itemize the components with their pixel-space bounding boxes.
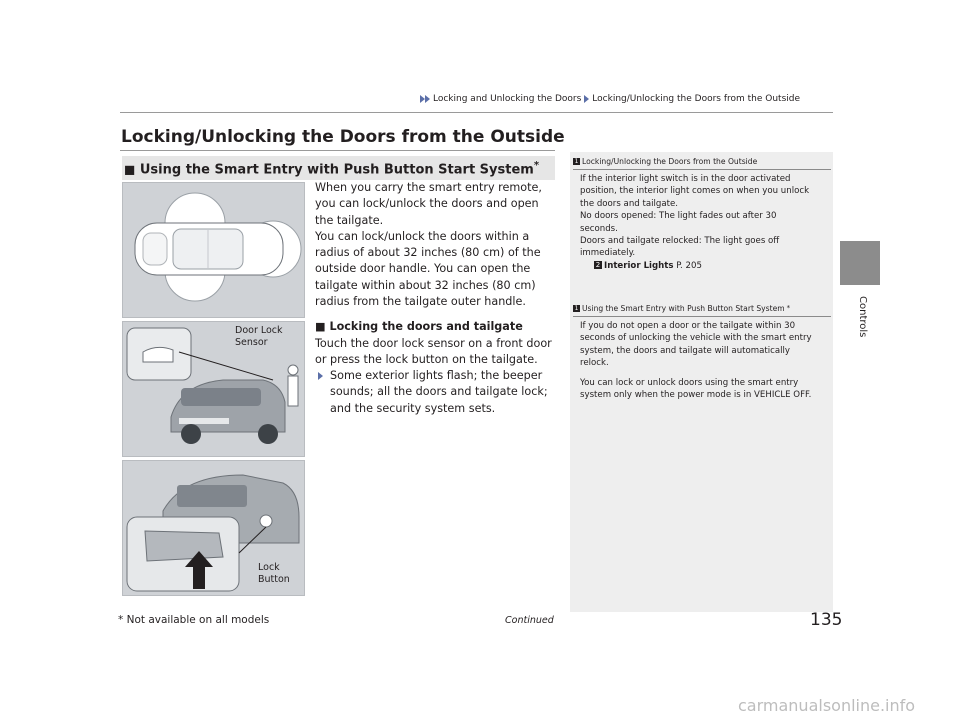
note-body: [580, 173, 830, 272]
bullet-arrow-icon: [318, 372, 323, 380]
breadcrumb-item-2: Locking/Unlocking the Doors from the Outside: [592, 94, 801, 104]
cross-reference[interactable]: [580, 260, 830, 272]
subheading-text: Locking the doors and tailgate: [329, 320, 523, 333]
note-line: seconds.: [580, 223, 618, 234]
note-divider: [573, 316, 831, 317]
page-number: 135: [810, 610, 843, 630]
note-marker-icon: 1: [574, 305, 579, 312]
body-text: [315, 180, 555, 310]
cross-reference-label[interactable]: Interior Lights: [604, 260, 674, 271]
door-lock-sensor-callout: [235, 325, 283, 348]
note-line: No doors opened: The light fades out after 30: [580, 211, 777, 222]
cross-reference-page: P. 205: [676, 260, 702, 271]
paragraph: Touch the door lock sensor on a front door or press the lock button on the tailgate.: [315, 337, 552, 367]
page-title: Locking/Unlocking the Doors from the Outside: [121, 127, 565, 147]
figure-top-view: [122, 182, 305, 318]
note-heading: [573, 157, 757, 166]
callout-line-2: Sensor: [235, 336, 268, 348]
breadcrumb-arrow-icon: [584, 95, 589, 103]
title-divider: [120, 150, 555, 151]
bullet-text: Some exterior lights flash; the beeper sounds; all the doors and tailgate lock; and the security system sets.: [330, 369, 548, 415]
callout-line-2: Button: [258, 573, 290, 585]
note-divider: [573, 169, 831, 170]
chapter-tab-label: Controls: [857, 296, 868, 338]
watermark: carmanualsonline.info: [738, 696, 916, 715]
paragraph: When you carry the smart entry remote, you can lock/unlock the doors and open the tailgate.: [315, 181, 542, 227]
note-line: the doors and tailgate.: [580, 198, 678, 209]
note-marker-icon: 1: [574, 158, 579, 165]
section-heading-text: Using the Smart Entry with Push Button Start System: [139, 162, 534, 178]
note-asterisk: *: [786, 304, 791, 312]
result-bullet: [330, 368, 550, 417]
note-title: Locking/Unlocking the Doors from the Outside: [582, 157, 758, 166]
note-line: relock.: [580, 358, 609, 369]
chapter-tab: [840, 241, 880, 285]
note-line: You can lock or unlock doors using the smart entry: [580, 377, 799, 388]
note-heading: [573, 304, 790, 313]
note-line: If the interior light switch is in the door activated: [580, 174, 791, 184]
breadcrumb-item-1: Locking and Unlocking the Doors: [433, 94, 582, 104]
subheading: [315, 320, 523, 333]
subheading-marker: ■: [315, 320, 326, 333]
callout-line-1: Lock: [258, 562, 280, 573]
cross-reference-icon: 2: [595, 261, 601, 270]
note-title: Using the Smart Entry with Push Button Start System: [582, 304, 785, 313]
note-line: system only when the power mode is in VEHICLE OFF.: [580, 390, 812, 401]
continued-label: Continued: [505, 615, 554, 626]
breadcrumb: [420, 94, 800, 104]
section-marker: ■: [124, 162, 136, 177]
car-top-view-illustration: [123, 183, 304, 317]
note-line: seconds of unlocking the vehicle with the smart entry: [580, 333, 812, 344]
section-heading: [124, 160, 539, 177]
lock-button-callout: [258, 562, 290, 585]
breadcrumb-arrow-icon: [420, 95, 430, 103]
section-asterisk: *: [533, 160, 540, 171]
footnote: * Not available on all models: [118, 614, 270, 626]
note-body: [580, 320, 830, 401]
note-line: Doors and tailgate relocked: The light goes off: [580, 236, 780, 247]
note-line: If you do not open a door or the tailgate within 30: [580, 321, 796, 331]
header-divider: [120, 112, 833, 113]
paragraph: You can lock/unlock the doors within a radius of about 32 inches (80 cm) of the outside door handle. You can open the tailgate within about 32 inches (80 cm) radius from the tailgate outer handle.: [315, 229, 541, 309]
note-line: system, the doors and tailgate will automatically: [580, 345, 791, 356]
callout-line-1: Door Lock: [235, 325, 283, 336]
note-line: position, the interior light comes on when you unlock: [580, 186, 810, 197]
note-line: immediately.: [580, 248, 636, 259]
note-spacer: [580, 370, 830, 377]
